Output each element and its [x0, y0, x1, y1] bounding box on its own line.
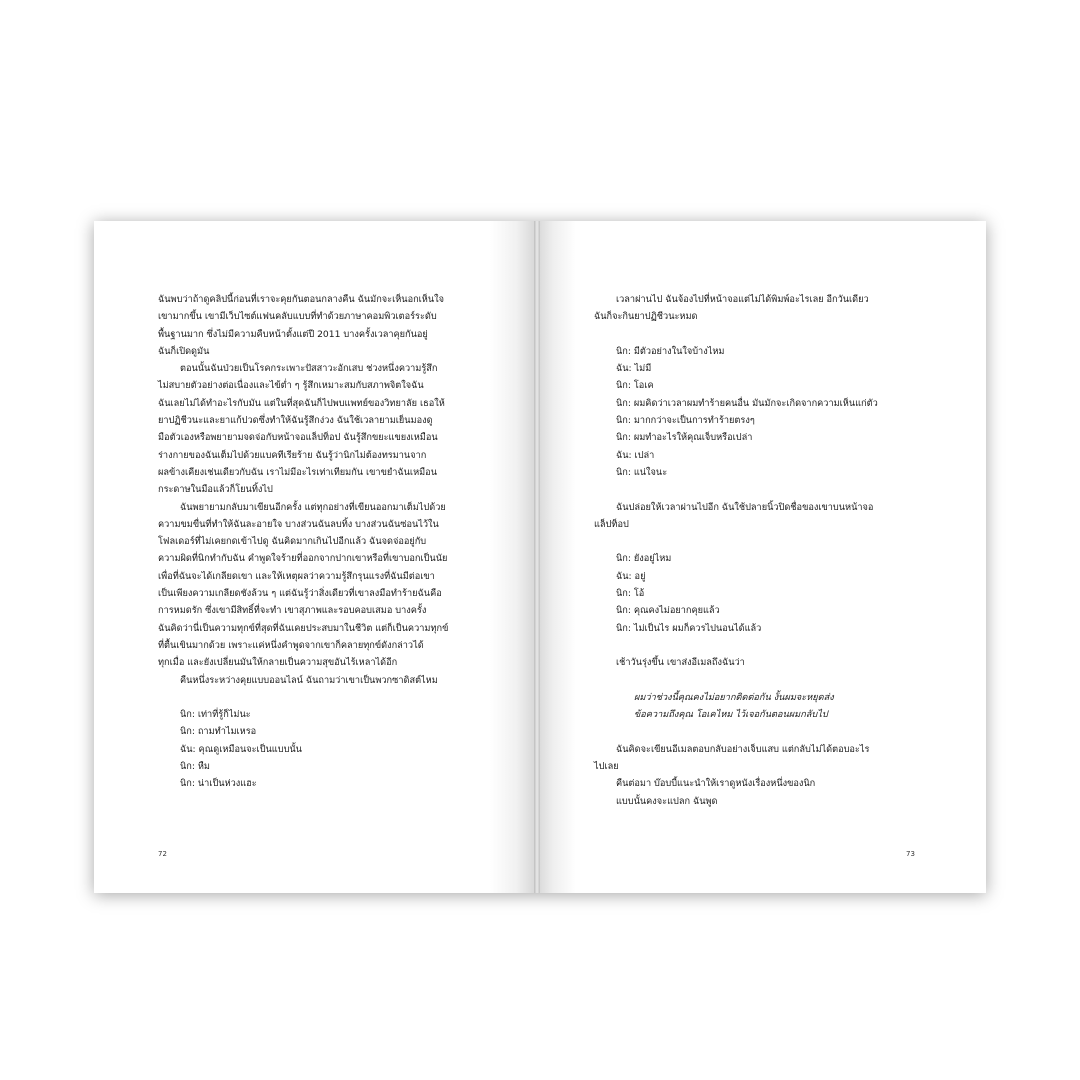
right-page-text [594, 291, 924, 810]
text-line: ฉัน: อยู่ [616, 570, 646, 582]
text-line: นิก: ไม่เป็นไร ผมก็ควรไปนอนได้แล้ว [616, 622, 762, 634]
text-line: ฉัน: คุณดูเหมือนจะเป็นแบบนั้น [180, 743, 302, 755]
blank-line [594, 723, 924, 740]
text-line: ฉันพยายามกลับมาเขียนอีกครั้ง แต่ทุกอย่างที่เขียนออกมาเต็มไปด้วย [180, 501, 446, 513]
book-spread [94, 221, 986, 893]
text-line: พื้นฐานมาก ซึ่งไม่มีความคืบหน้าตั้งแต่ปี 2011 บางครั้งเวลาคุยกันอยู่ [158, 328, 428, 340]
text-line: ไม่สบายตัวอย่างต่อเนื่องและไข้ต่ำ ๆ รู้สึกเหมาะสมกับสภาพจิตใจฉัน [158, 380, 424, 392]
text-line: โฟลเดอร์ที่ไม่เคยกดเข้าไปดู ฉันคิดมากเกินไปอีกแล้ว ฉันจดจ่ออยู่กับ [158, 536, 427, 548]
text-line: เช้าวันรุ่งขึ้น เขาส่งอีเมลถึงฉันว่า [616, 657, 745, 669]
text-line: นิก: น่าเป็นห่วงแฮะ [180, 778, 257, 790]
text-line: นิก: โอ้ [616, 588, 645, 600]
text-line: ตอนนั้นฉันป่วยเป็นโรคกระเพาะปัสสาวะอักเสบ ช่วงหนึ่งความรู้สึก [180, 363, 438, 375]
blank-line [594, 481, 924, 498]
text-line: ความขมขื่นที่ทำให้ฉันละอายใจ บางส่วนฉันลบทิ้ง บางส่วนฉันซ่อนไว้ใน [158, 518, 439, 530]
text-line: นิก: แน่ใจนะ [616, 466, 668, 478]
text-line: นิก: คุณคงไม่อยากคุยแล้ว [616, 605, 720, 617]
text-line: นิก: เท่าที่รู้ก็ไม่นะ [180, 709, 251, 721]
blank-line [594, 672, 924, 689]
text-line: ฉันเลยไม่ได้ทำอะไรกับมัน แต่ในที่สุดฉันก็ไปพบแพทย์ของวิทยาลัย เธอให้ [158, 397, 445, 409]
right-page-number: 73 [906, 850, 915, 858]
blank-line [594, 326, 924, 343]
text-line: คืนต่อมา บ๊อบบี้แนะนำให้เราดูหนังเรื่องหนึ่งของนิก [616, 778, 816, 790]
text-line: นิก: ผมคิดว่าเวลาผมทำร้ายคนอื่น มันมักจะเกิดจากความเห็นแก่ตัว [616, 397, 878, 409]
text-line: ฉันคิดจะเขียนอีเมลตอบกลับอย่างเจ็บแสบ แต่กลับไม่ได้ตอบอะไร [616, 743, 870, 755]
text-line: ไปเลย [594, 761, 619, 773]
blank-line [594, 533, 924, 550]
text-line: นิก: มากกว่าจะเป็นการทำร้ายตรงๆ [616, 415, 755, 427]
text-line: ผมว่าช่วงนี้คุณคงไม่อยากติดต่อกัน งั้นผมจะหยุดส่ง [634, 691, 834, 703]
text-line: ฉัน: เปล่า [616, 449, 655, 461]
left-page [94, 221, 534, 893]
text-line: เวลาผ่านไป ฉันจ้องไปที่หน้าจอแต่ไม่ได้พิมพ์อะไรเลย อีกวันเดียว [616, 294, 869, 305]
left-page-text [158, 291, 483, 793]
text-line: ฉันก็เปิดดูมัน [158, 345, 210, 357]
text-line: ฉัน: ไม่มี [616, 363, 652, 375]
text-line: ฉันปล่อยให้เวลาผ่านไปอีก ฉันใช้ปลายนิ้วปิดชื่อของเขาบนหน้าจอ [616, 501, 874, 513]
text-line: นิก: โอเค [616, 380, 654, 392]
text-line: ยาปฏิชีวนะและยาแก้ปวดซึ่งทำให้ฉันรู้สึกง่วง ฉันใช้เวลายามเย็นมองดู [158, 415, 433, 427]
text-line: เพื่อที่ฉันจะได้เกลียดเขา และให้เหตุผลว่าความรู้สึกรุนแรงที่ฉันมีต่อเขา [158, 570, 435, 582]
text-line: ฉันพบว่าถ้าดูคลิปนี้ก่อนที่เราจะคุยกันตอนกลางคืน ฉันมักจะเห็นอกเห็นใจ [158, 294, 444, 305]
text-line: นิก: ผมทำอะไรให้คุณเจ็บหรือเปล่า [616, 432, 753, 444]
text-line: ร่างกายของฉันเต็มไปด้วยแบคทีเรียร้าย ฉันรู้ว่านิกไม่ต้องทรมานจาก [158, 449, 427, 461]
text-line: ฉันคิดว่านี่เป็นความทุกข์ที่สุดที่ฉันเคยประสบมาในชีวิต แต่ก็เป็นความทุกข์ [158, 622, 449, 634]
text-line: แบบนั้นคงจะแปลก ฉันพูด [616, 795, 718, 807]
text-line: เขามากขึ้น เขามีเว็บไซต์แฟนคลับแบบที่ทำด้วยภาษาคอมพิวเตอร์ระดับ [158, 311, 437, 323]
blank-line [158, 689, 483, 706]
text-line: ความผิดที่นิกทำกับฉัน คำพูดใจร้ายที่ออกจากปากเขาหรือที่เขาบอกเป็นนัย [158, 553, 448, 565]
left-page-number: 72 [158, 850, 167, 858]
text-line: ฉันก็จะกินยาปฏิชีวนะหมด [594, 311, 698, 323]
text-line: แล็ปท็อป [594, 518, 629, 530]
text-line: การหมดรัก ซึ่งเขามีสิทธิ์ที่จะทำ เขาสุภาพและรอบคอบเสมอ บางครั้ง [158, 605, 427, 617]
text-line: นิก: ถามทำไมเหรอ [180, 726, 257, 738]
text-line: คืนหนึ่งระหว่างคุยแบบออนไลน์ ฉันถามว่าเขาเป็นพวกซาดิสต์ไหม [180, 674, 438, 686]
text-line: ผลข้างเคียงเช่นเดียวกับฉัน เราไม่มีอะไรเท่าเทียมกัน เขาขยำฉันเหมือน [158, 466, 437, 478]
text-line: ที่ตื้นเขินมากด้วย เพราะแค่หนึ่งคำพูดจากเขาก็คลายทุกข์ดังกล่าวได้ [158, 639, 424, 651]
text-line: ทุกเมื่อ และยังเปลี่ยนมันให้กลายเป็นความสุขอันไร้เหลาได้อีก [158, 657, 398, 669]
text-line: ข้อความถึงคุณ โอเคไหม ไว้เจอกันตอนผมกลับไป [634, 709, 828, 721]
text-line: กระดาษในมือแล้วก็โยนทิ้งไป [158, 484, 273, 496]
text-line: นิก: มีตัวอย่างในใจบ้างไหม [616, 345, 725, 357]
text-line: นิก: หืม [180, 761, 210, 773]
text-line: นิก: ยังอยู่ไหม [616, 553, 672, 565]
blank-line [594, 637, 924, 654]
text-line: มือตัวเองหรือพยายามจดจ่อกับหน้าจอแล็ปท็อป ฉันรู้สึกขยะแขยงเหมือน [158, 432, 438, 444]
text-line: เป็นเพียงความเกลียดชังล้วน ๆ แต่ฉันรู้ว่าสิ่งเดียวที่เขาลงมือทำร้ายฉันคือ [158, 588, 442, 600]
right-page [540, 221, 986, 893]
